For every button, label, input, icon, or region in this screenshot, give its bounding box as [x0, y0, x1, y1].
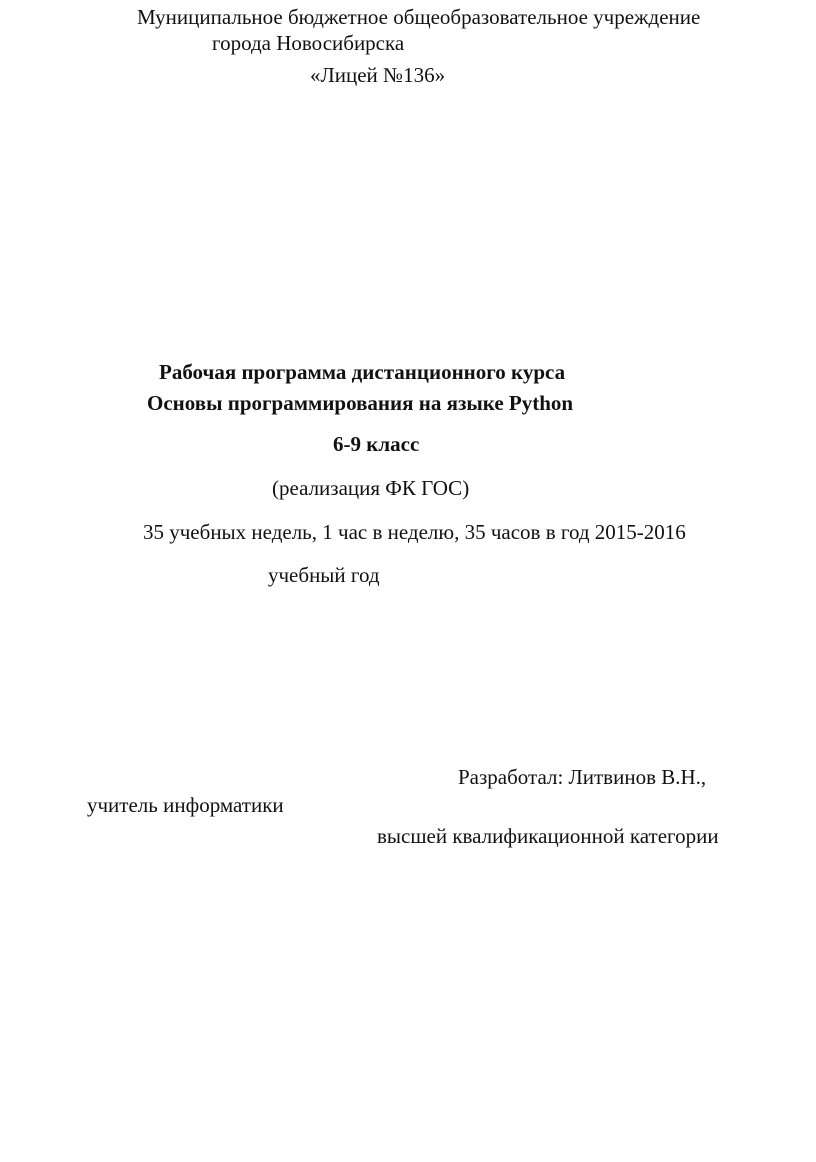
- author-qualification: высшей квалификационной категории: [377, 824, 719, 848]
- grade-range: 6-9 класс: [333, 432, 420, 456]
- course-schedule: 35 учебных недель, 1 час в неделю, 35 часов в год 2015-2016: [143, 520, 686, 544]
- academic-year-label: учебный год: [268, 563, 380, 587]
- standard-note: (реализация ФК ГОС): [272, 476, 470, 500]
- document-title-line1: Рабочая программа дистанционного курса: [159, 360, 566, 384]
- document-title-line2: Основы программирования на языке Python: [147, 391, 574, 415]
- author-developed-by: Разработал: Литвинов В.Н.,: [458, 765, 707, 789]
- institution-short-name: «Лицей №136»: [310, 63, 446, 87]
- author-position: учитель информатики: [87, 793, 284, 817]
- institution-city-line: города Новосибирска: [212, 31, 405, 55]
- institution-name-line1: Муниципальное бюджетное общеобразовательное учреждение: [137, 5, 701, 29]
